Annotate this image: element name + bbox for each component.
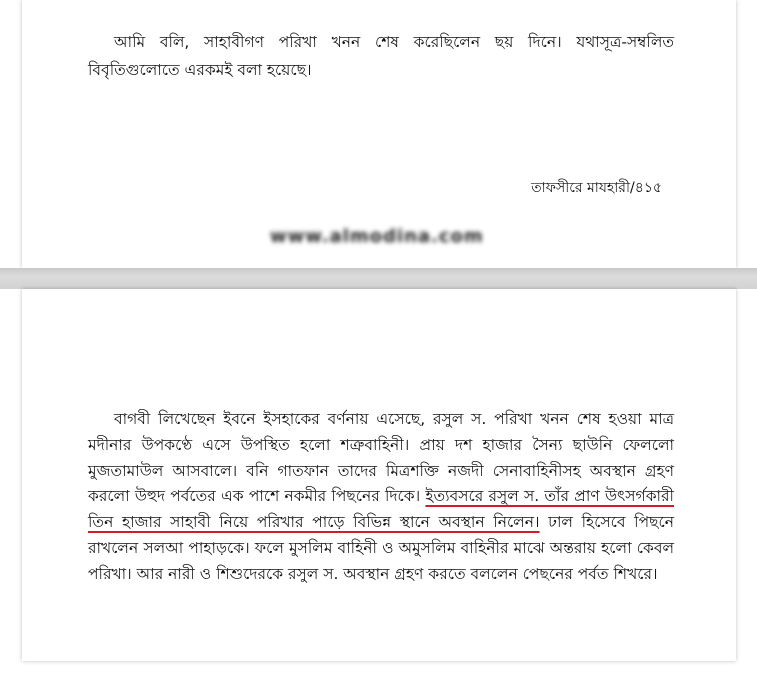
citation: তাফসীরে মাযহারী/৪১৫ bbox=[531, 180, 662, 196]
document-page-bottom bbox=[22, 289, 736, 661]
highlighted-sentence: ইত্যবসরে রসুল স. তাঁর প্রাণ উৎসর্গকারী তিন হাজার সাহাবী নিয়ে পরিখার পাড়ে বিভিন্ন স্থানে অবস্থান নিলেন। bbox=[88, 487, 674, 532]
paragraph-text-part1: বাগবী লিখেছেন ইবনে ইসহাকের বর্ণনায় এসেছে, রসুল স. পরিখা খনন শেষ হওয়া মাত্র মদীনার উপকণ্ঠে এসে উপস্থিত হলো শত্রুবাহিনী। প্রায় দশ হাজার সৈন্য ছাউনি ফেললো মুজতামাউল আসবালে। বনি গাতফান তাদের মিত্রশক্তি নজদী সেনাবাহিনীসহ অবস্থান গ্রহণ করলো উহুদ পর্বতের এক পাশে নকমীর পিছনের দিকে। bbox=[88, 410, 674, 506]
paragraph-text-part2: ঢাল হিসেবে পিছনে রাখলেন সলআ পাহাড়কে। ফলে মুসলিম বাহিনী ও অমুসলিম বাহিনীর মাঝে অন্তরায় হলো কেবল পরিখা। আর নারী ও শিশুদেরকে রসুল স. অবস্থান গ্রহণ করতে বললেন পেছনের পর্বত শিখরে। bbox=[88, 513, 674, 583]
top-paragraph-text: আমি বলি, সাহাবীগণ পরিখা খনন শেষ করেছিলেন ছয় দিনে। যথাসূত্র-সম্বলিত বিবৃতিগুলোতে এরকমই বলা হয়েছে। bbox=[88, 33, 674, 79]
watermark: www.almodina.com bbox=[270, 226, 484, 247]
bottom-paragraph bbox=[88, 407, 674, 588]
page-separator bbox=[0, 268, 757, 289]
document-page-top bbox=[22, 0, 736, 268]
top-paragraph bbox=[88, 28, 674, 84]
